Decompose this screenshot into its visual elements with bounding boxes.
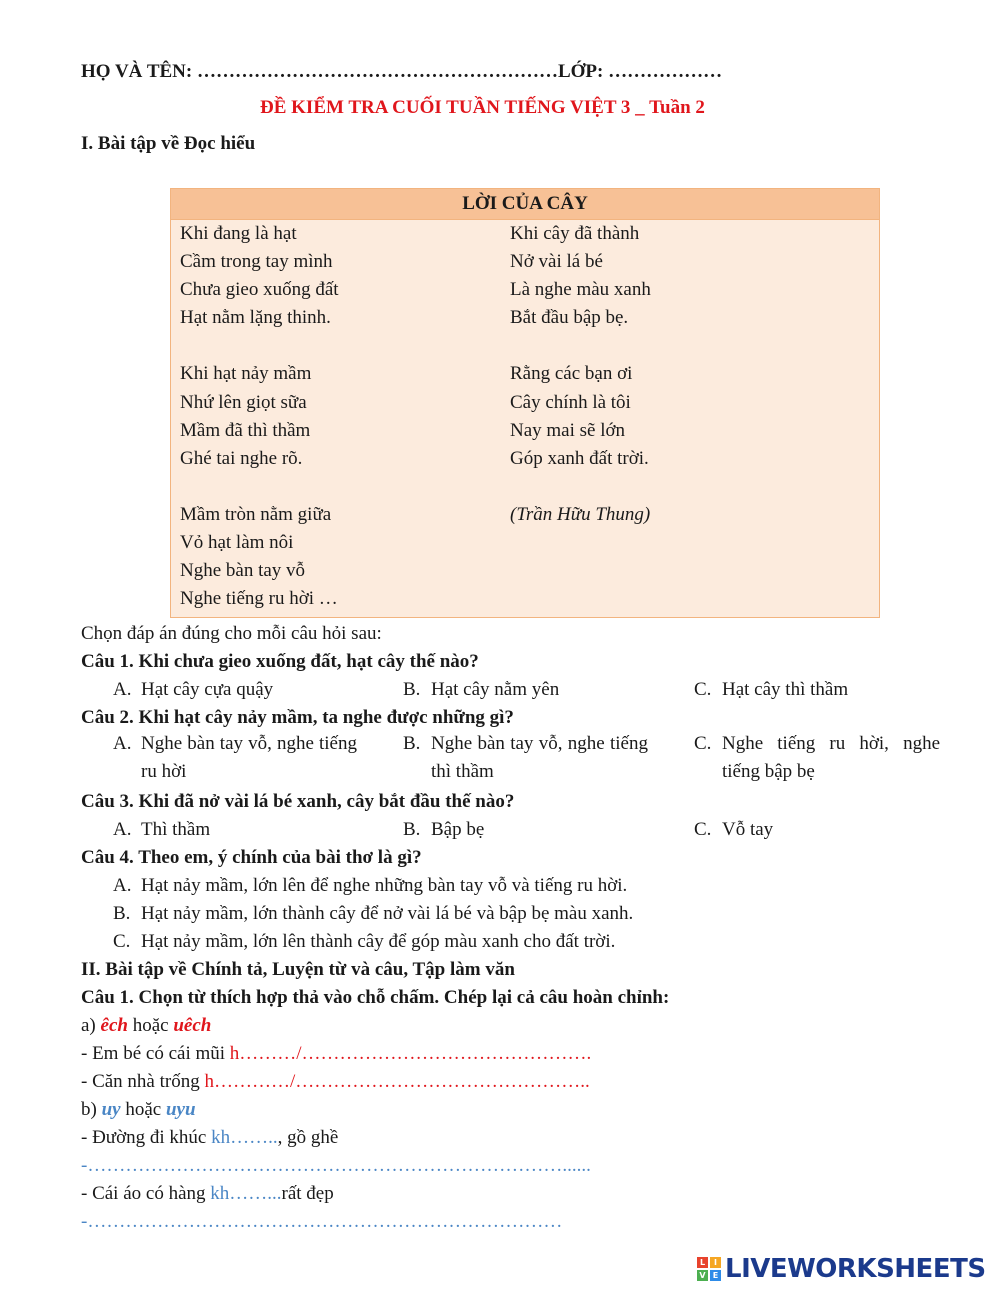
poem-line: Nay mai sẽ lớn [510,420,626,441]
poem-title: LỜI CỦA CÂY [171,189,879,220]
poem-line: Hạt nằm lặng thinh. [180,307,331,328]
poem-line: Mầm tròn nằm giữa [180,504,332,525]
q3-option-a[interactable]: A. Thì thầm [113,819,211,840]
q3-option-b[interactable]: B. Bập bẹ [403,819,485,840]
part-b-label: b) uy hoặc uyu [81,1099,196,1120]
fill-blank-a2[interactable]: h…………/……………………………………….. [204,1071,590,1092]
logo-cubes-icon: L I V E [697,1257,721,1281]
q4-option-c[interactable]: C. Hạt nảy mầm, lớn lên thành cây để góp màu xanh cho đất trời. [113,931,616,952]
q1-option-b[interactable]: B. Hạt cây nằm yên [403,679,560,700]
part-a-line-2: - Căn nhà trống h…………/……………………………………….. [81,1071,590,1092]
q2-option-c[interactable]: C. Nghe tiếng ru hời, nghe tiếng bập bẹ [694,733,940,782]
answer-line-b1[interactable]: -…………………………………………………………………...... [81,1155,591,1176]
fill-blank-b2[interactable]: kh……... [210,1183,282,1204]
q2-option-a[interactable]: A. Nghe bàn tay vỗ, nghe tiếng ru hời [113,733,357,782]
q1-option-c[interactable]: C. Hạt cây thì thầm [694,679,849,700]
part-b-line-2: - Cái áo có hàng kh……...rất đẹp [81,1183,334,1204]
section2-question-1: Câu 1. Chọn từ thích hợp thả vào chỗ chấm. Chép lại cả câu hoàn chỉnh: [81,987,670,1008]
answer-line-b2[interactable]: -………………………………………………………………… [81,1211,563,1232]
poem-author: (Trần Hữu Thung) [510,504,651,525]
poem-line: Khi cây đã thành [510,223,640,244]
poem-line: Là nghe màu xanh [510,279,651,300]
q1-option-a[interactable]: A. Hạt cây cựa quậy [113,679,274,700]
part-b-line-1: - Đường đi khúc kh…….., gồ ghề [81,1127,339,1148]
fill-blank-a1[interactable]: h………/………………………………………. [229,1043,592,1064]
poem-line: Mầm đã thì thầm [180,420,311,441]
poem-line: Nghe tiếng ru hời … [180,588,338,609]
poem-line: Ghé tai nghe rõ. [180,448,303,469]
q4-option-b[interactable]: B. Hạt nảy mầm, lớn thành cây để nở vài lá bé và bập bẹ màu xanh. [113,903,634,924]
question-3: Câu 3. Khi đã nở vài lá bé xanh, cây bắt đầu thế nào? [81,791,515,812]
poem-line: Cầm trong tay mình [180,251,333,272]
question-4: Câu 4. Theo em, ý chính của bài thơ là gì? [81,847,422,868]
poem-line: Bắt đầu bập bẹ. [510,307,629,328]
q4-option-a[interactable]: A. Hạt nảy mầm, lớn lên để nghe những bàn tay vỗ và tiếng ru hời. [113,875,628,896]
poem-line: Chưa gieo xuống đất [180,279,339,300]
liveworksheets-logo [697,1256,986,1282]
part-a-label: a) êch hoặc uêch [81,1015,212,1036]
question-2: Câu 2. Khi hạt cây nảy mầm, ta nghe được những gì? [81,707,514,728]
poem-line: Cây chính là tôi [510,392,631,413]
question-1: Câu 1. Khi chưa gieo xuống đất, hạt cây thế nào? [81,651,479,672]
poem-line: Rằng các bạn ơi [510,363,633,384]
poem-line: Khi hạt nảy mầm [180,363,312,384]
q2-option-b[interactable]: B. Nghe bàn tay vỗ, nghe tiếng thì thầm [403,733,648,782]
poem-line: Khi đang là hạt [180,223,297,244]
page-title: ĐỀ KIỂM TRA CUỐI TUẦN TIẾNG VIỆT 3 _ Tuần 2 [260,97,705,118]
name-class-line: HỌ VÀ TÊN: …………………………………………………LỚP: ……………… [81,61,723,82]
section2-heading: II. Bài tập về Chính tả, Luyện từ và câu, Tập làm văn [81,959,515,980]
part-a-line-1: - Em bé có cái mũi h………/………………………………………. [81,1043,592,1064]
poem-line: Góp xanh đất trời. [510,448,649,469]
poem-line: Nhứ lên giọt sữa [180,392,307,413]
fill-blank-b1[interactable]: kh…….. [211,1127,278,1148]
poem-line: Nghe bàn tay vỗ [180,560,306,581]
poem-line: Vỏ hạt làm nôi [180,532,294,553]
poem-box [170,188,880,618]
section1-heading: I. Bài tập về Đọc hiểu [81,133,256,154]
poem-line: Nở vài lá bé [510,251,603,272]
q3-option-c[interactable]: C. Vỗ tay [694,819,774,840]
instructions: Chọn đáp án đúng cho mỗi câu hỏi sau: [81,623,382,644]
logo-text: LIVEWORKSHEETS [725,1254,986,1284]
